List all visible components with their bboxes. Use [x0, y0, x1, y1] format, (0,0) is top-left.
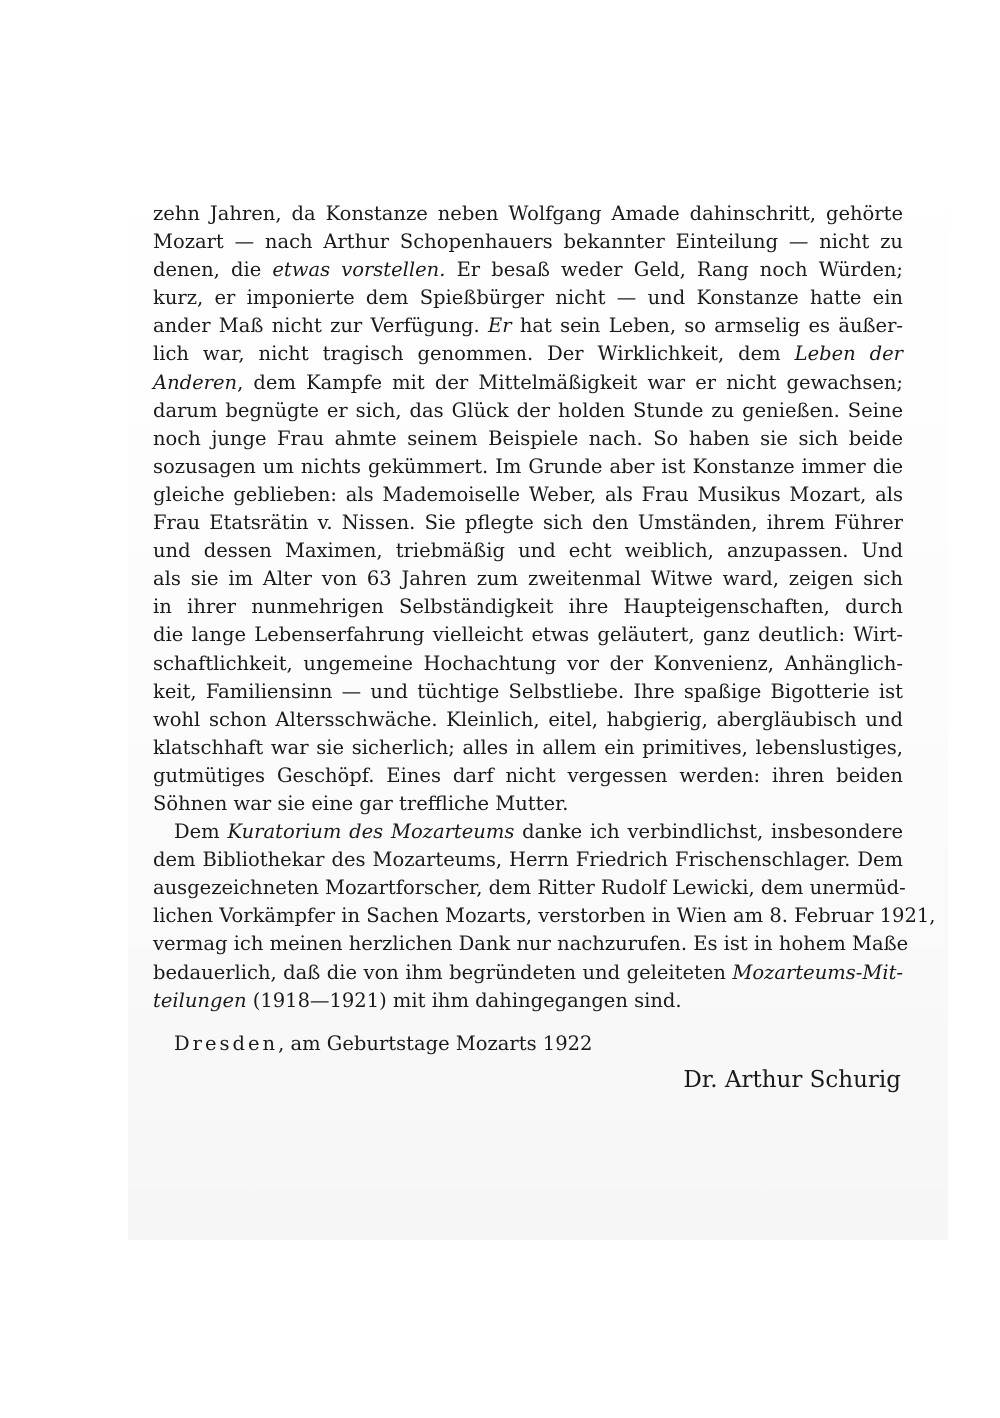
emphasis: Kuratorium des Mozarteums [227, 820, 515, 844]
text-line: gutmütiges Geschöpf. Eines darf nicht vergessen werden: ihren beiden [153, 763, 903, 787]
text-line: und dessen Maximen, triebmäßig und echt weiblich, anzupassen. Und [153, 539, 903, 563]
text-line: schaftlichkeit, ungemeine Hochachtung vor der Konvenienz, Anhänglich- [153, 651, 903, 675]
text-line: zehn Jahren, da Konstanze neben Wolfgang Amade dahinschritt, gehörte [153, 202, 903, 225]
text-line: lich war, nicht tragisch genommen. Der Wirklichkeit, dem Leben der [153, 342, 903, 366]
paragraph-conclusion [153, 200, 903, 818]
text-line: keit, Familiensinn — und tüchtige Selbstliebe. Ihre spaßige Bigotterie ist [153, 679, 903, 703]
text-line: denen, die etwas vorstellen. Er besaß weder Geld, Rang noch Würden; [153, 258, 903, 282]
text-line: ander Maß nicht zur Verfügung. Er hat sein Leben, so armselig es äußer- [153, 314, 903, 338]
text-line: lichen Vorkämpfer in Sachen Mozarts, verstorben in Wien am 8. Februar 1921, [153, 904, 936, 928]
text-line: wohl schon Altersschwäche. Kleinlich, eitel, habgierig, abergläubisch und [153, 707, 903, 731]
emphasis: Er [488, 314, 512, 338]
text-line: noch junge Frau ahmte seinem Beispiele nach. So haben sie sich beide [153, 426, 903, 450]
dateline-place: Dresden [174, 1031, 279, 1055]
spacer [153, 1015, 903, 1029]
page-body [153, 200, 936, 1097]
text-line: in ihrer nunmehrigen Selbständigkeit ihre Haupteigenschaften, durch [153, 595, 903, 619]
text-line: Söhnen war sie eine gar treffliche Mutter. [153, 791, 569, 815]
paragraph-acknowledgements [153, 818, 936, 1015]
emphasis: etwas vorstellen. [272, 258, 446, 282]
author-signature: Dr. Arthur Schurig [683, 1066, 901, 1093]
text-line: Frau Etatsrätin v. Nissen. Sie pflegte sich den Umständen, ihrem Führer [153, 511, 903, 535]
text-line: als sie im Alter von 63 Jahren zum zweitenmal Witwe ward, zeigen sich [153, 567, 903, 591]
text-line: darum begnügte er sich, das Glück der holden Stunde zu genießen. Seine [153, 398, 903, 422]
emphasis: Anderen [153, 370, 238, 394]
text-line: Anderen, dem Kampfe mit der Mittelmäßigkeit war er nicht gewachsen; [153, 370, 903, 394]
emphasis: teilungen [153, 988, 247, 1012]
text-line: Mozart — nach Arthur Schopenhauers bekannter Einteilung — nicht zu [153, 230, 903, 254]
text-line: kurz, er imponierte dem Spießbürger nicht — und Konstanze hatte ein [153, 286, 903, 310]
text-line: vermag ich meinen herzlichen Dank nur nachzurufen. Es ist in hohem Maße [153, 932, 909, 956]
text-line: bedauerlich, daß die von ihm begründeten und geleiteten Mozarteums-Mit- [153, 960, 903, 984]
text-line: ausgezeichneten Mozartforscher, dem Ritter Rudolf Lewicki, dem unermüd- [153, 876, 906, 900]
dateline-rest: , am Geburtstage Mozarts 1922 [278, 1031, 593, 1055]
text-line: dem Bibliothekar des Mozarteums, Herrn Friedrich Frischenschlager. Dem [153, 848, 903, 872]
text-line: teilungen (1918—1921) mit ihm dahingegangen sind. [153, 988, 682, 1012]
text-line: sozusagen um nichts gekümmert. Im Grunde aber ist Konstanze immer die [153, 454, 903, 478]
dateline [153, 1029, 903, 1059]
emphasis: Mozarteums-Mit- [732, 960, 903, 984]
text-line: klatschhaft war sie sicherlich; alles in allem ein primitives, lebenslustiges, [153, 735, 903, 759]
text-line: die lange Lebenserfahrung vielleicht etwas geläutert, ganz deutlich: Wirt- [153, 623, 903, 647]
text-line: Dem Kuratorium des Mozarteums danke ich verbindlichst, insbesondere [174, 820, 903, 844]
text-line: gleiche geblieben: als Mademoiselle Weber, als Frau Musikus Mozart, als [153, 482, 903, 506]
emphasis: Leben der [794, 342, 903, 366]
